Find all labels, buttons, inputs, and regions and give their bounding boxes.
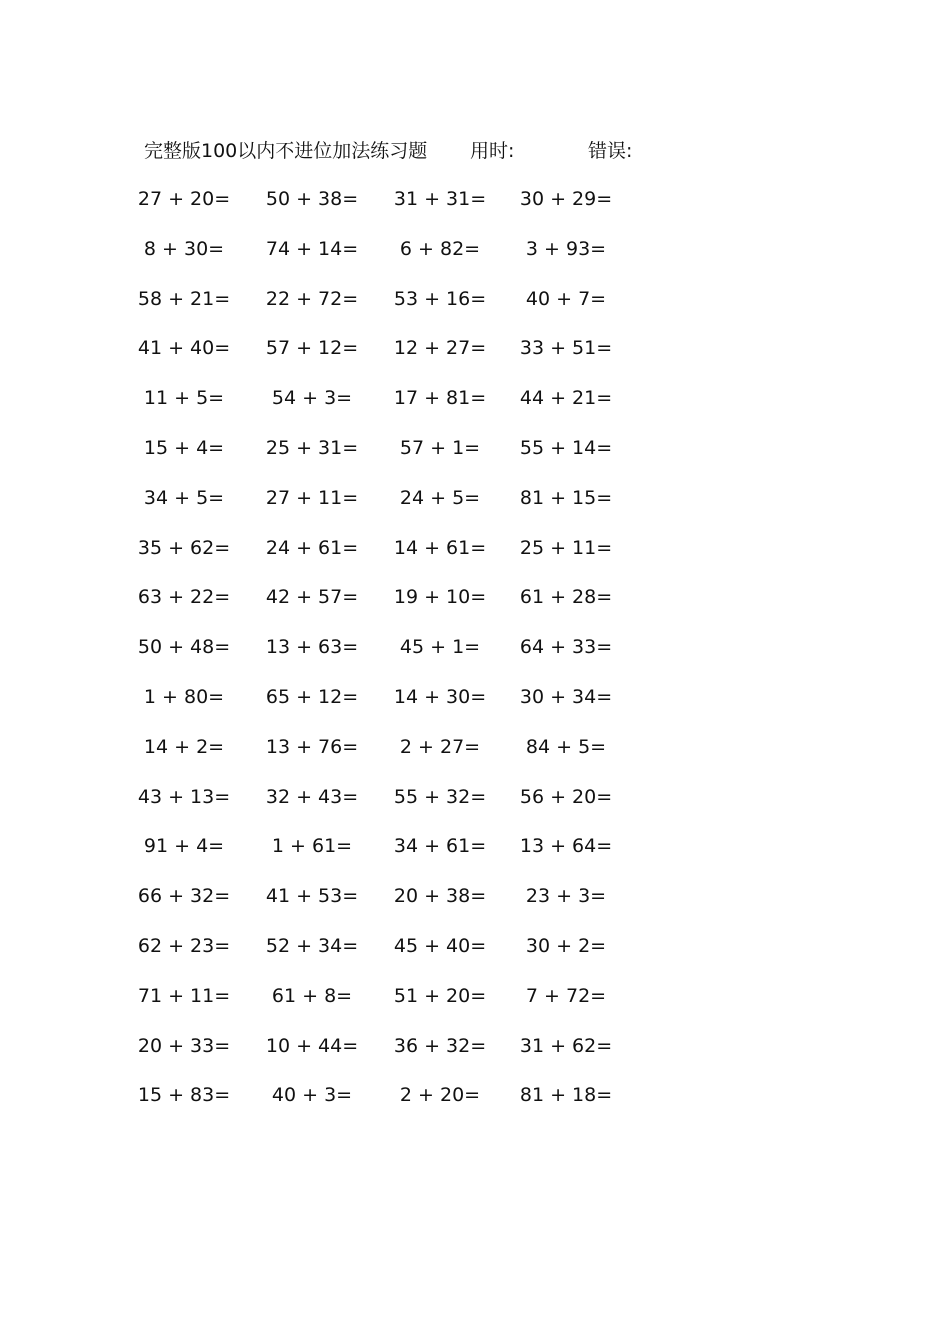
problem-item: 13 + 76= <box>265 735 359 758</box>
worksheet-title: 完整版100以内不进位加法练习题 <box>144 140 428 162</box>
problem-item: 13 + 64= <box>519 835 613 858</box>
problem-item: 50 + 38= <box>265 188 359 210</box>
problem-item: 66 + 32= <box>137 885 231 908</box>
problem-item: 53 + 16= <box>393 287 487 310</box>
problem-item: 61 + 28= <box>519 586 613 609</box>
problem-item: 58 + 21= <box>137 287 231 310</box>
problem-item: 43 + 13= <box>137 785 231 808</box>
problem-item: 6 + 82= <box>399 237 481 260</box>
problem-item: 35 + 62= <box>137 536 231 559</box>
problem-item: 13 + 63= <box>265 636 359 659</box>
problem-item: 20 + 33= <box>137 1034 231 1057</box>
problem-item: 25 + 31= <box>265 437 359 459</box>
problem-item: 15 + 4= <box>143 437 225 459</box>
problem-item: 41 + 53= <box>265 885 359 908</box>
problem-item: 27 + 11= <box>265 486 359 509</box>
problem-item: 45 + 1= <box>399 636 481 659</box>
problem-item: 30 + 2= <box>525 935 607 957</box>
problem-item: 91 + 4= <box>143 835 225 858</box>
problem-item: 52 + 34= <box>265 935 359 957</box>
problem-item: 14 + 2= <box>143 735 225 758</box>
problem-item: 1 + 61= <box>271 835 353 858</box>
problem-item: 54 + 3= <box>271 387 353 410</box>
problem-item: 20 + 38= <box>393 885 487 908</box>
problem-item: 33 + 51= <box>519 337 613 360</box>
problem-item: 30 + 34= <box>519 686 613 708</box>
problem-item: 7 + 72= <box>525 984 607 1007</box>
problem-item: 10 + 44= <box>265 1034 359 1057</box>
problem-item: 30 + 29= <box>519 188 613 210</box>
problem-item: 57 + 1= <box>399 437 481 459</box>
problem-item: 27 + 20= <box>137 188 231 210</box>
problem-item: 42 + 57= <box>265 586 359 609</box>
problem-item: 63 + 22= <box>137 586 231 609</box>
problem-item: 44 + 21= <box>519 387 613 410</box>
problem-item: 81 + 15= <box>519 486 613 509</box>
problem-item: 32 + 43= <box>265 785 359 808</box>
problem-item: 19 + 10= <box>393 586 487 609</box>
problem-item: 55 + 32= <box>393 785 487 808</box>
problem-item: 3 + 93= <box>525 237 607 260</box>
problem-item: 14 + 61= <box>393 536 487 559</box>
problem-item: 34 + 61= <box>393 835 487 858</box>
problem-item: 36 + 32= <box>393 1034 487 1057</box>
problem-item: 84 + 5= <box>525 735 607 758</box>
problem-item: 81 + 18= <box>519 1084 613 1107</box>
problem-item: 23 + 3= <box>525 885 607 908</box>
problem-item: 40 + 7= <box>525 287 607 310</box>
problem-item: 17 + 81= <box>393 387 487 410</box>
time-label: 用时: <box>470 140 515 162</box>
problem-item: 74 + 14= <box>265 237 359 260</box>
problem-item: 22 + 72= <box>265 287 359 310</box>
problem-item: 62 + 23= <box>137 935 231 957</box>
problem-item: 45 + 40= <box>393 935 487 957</box>
problem-item: 1 + 80= <box>143 686 225 708</box>
problem-item: 65 + 12= <box>265 686 359 708</box>
errors-label: 错误: <box>588 140 633 162</box>
problem-item: 8 + 30= <box>143 237 225 260</box>
problem-item: 24 + 61= <box>265 536 359 559</box>
problem-item: 31 + 62= <box>519 1034 613 1057</box>
problem-item: 2 + 20= <box>399 1084 481 1107</box>
problem-item: 64 + 33= <box>519 636 613 659</box>
problem-item: 51 + 20= <box>393 984 487 1007</box>
problem-item: 31 + 31= <box>393 188 487 210</box>
problem-item: 56 + 20= <box>519 785 613 808</box>
problem-item: 55 + 14= <box>519 437 613 459</box>
problem-item: 40 + 3= <box>271 1084 353 1107</box>
problem-item: 61 + 8= <box>271 984 353 1007</box>
problem-item: 15 + 83= <box>137 1084 231 1107</box>
problem-item: 11 + 5= <box>143 387 225 410</box>
problem-item: 34 + 5= <box>143 486 225 509</box>
problem-item: 24 + 5= <box>399 486 481 509</box>
problem-item: 14 + 30= <box>393 686 487 708</box>
problem-item: 41 + 40= <box>137 337 231 360</box>
problem-item: 12 + 27= <box>393 337 487 360</box>
problem-item: 57 + 12= <box>265 337 359 360</box>
problem-item: 25 + 11= <box>519 536 613 559</box>
problem-item: 71 + 11= <box>137 984 231 1007</box>
problem-item: 50 + 48= <box>137 636 231 659</box>
problem-item: 2 + 27= <box>399 735 481 758</box>
